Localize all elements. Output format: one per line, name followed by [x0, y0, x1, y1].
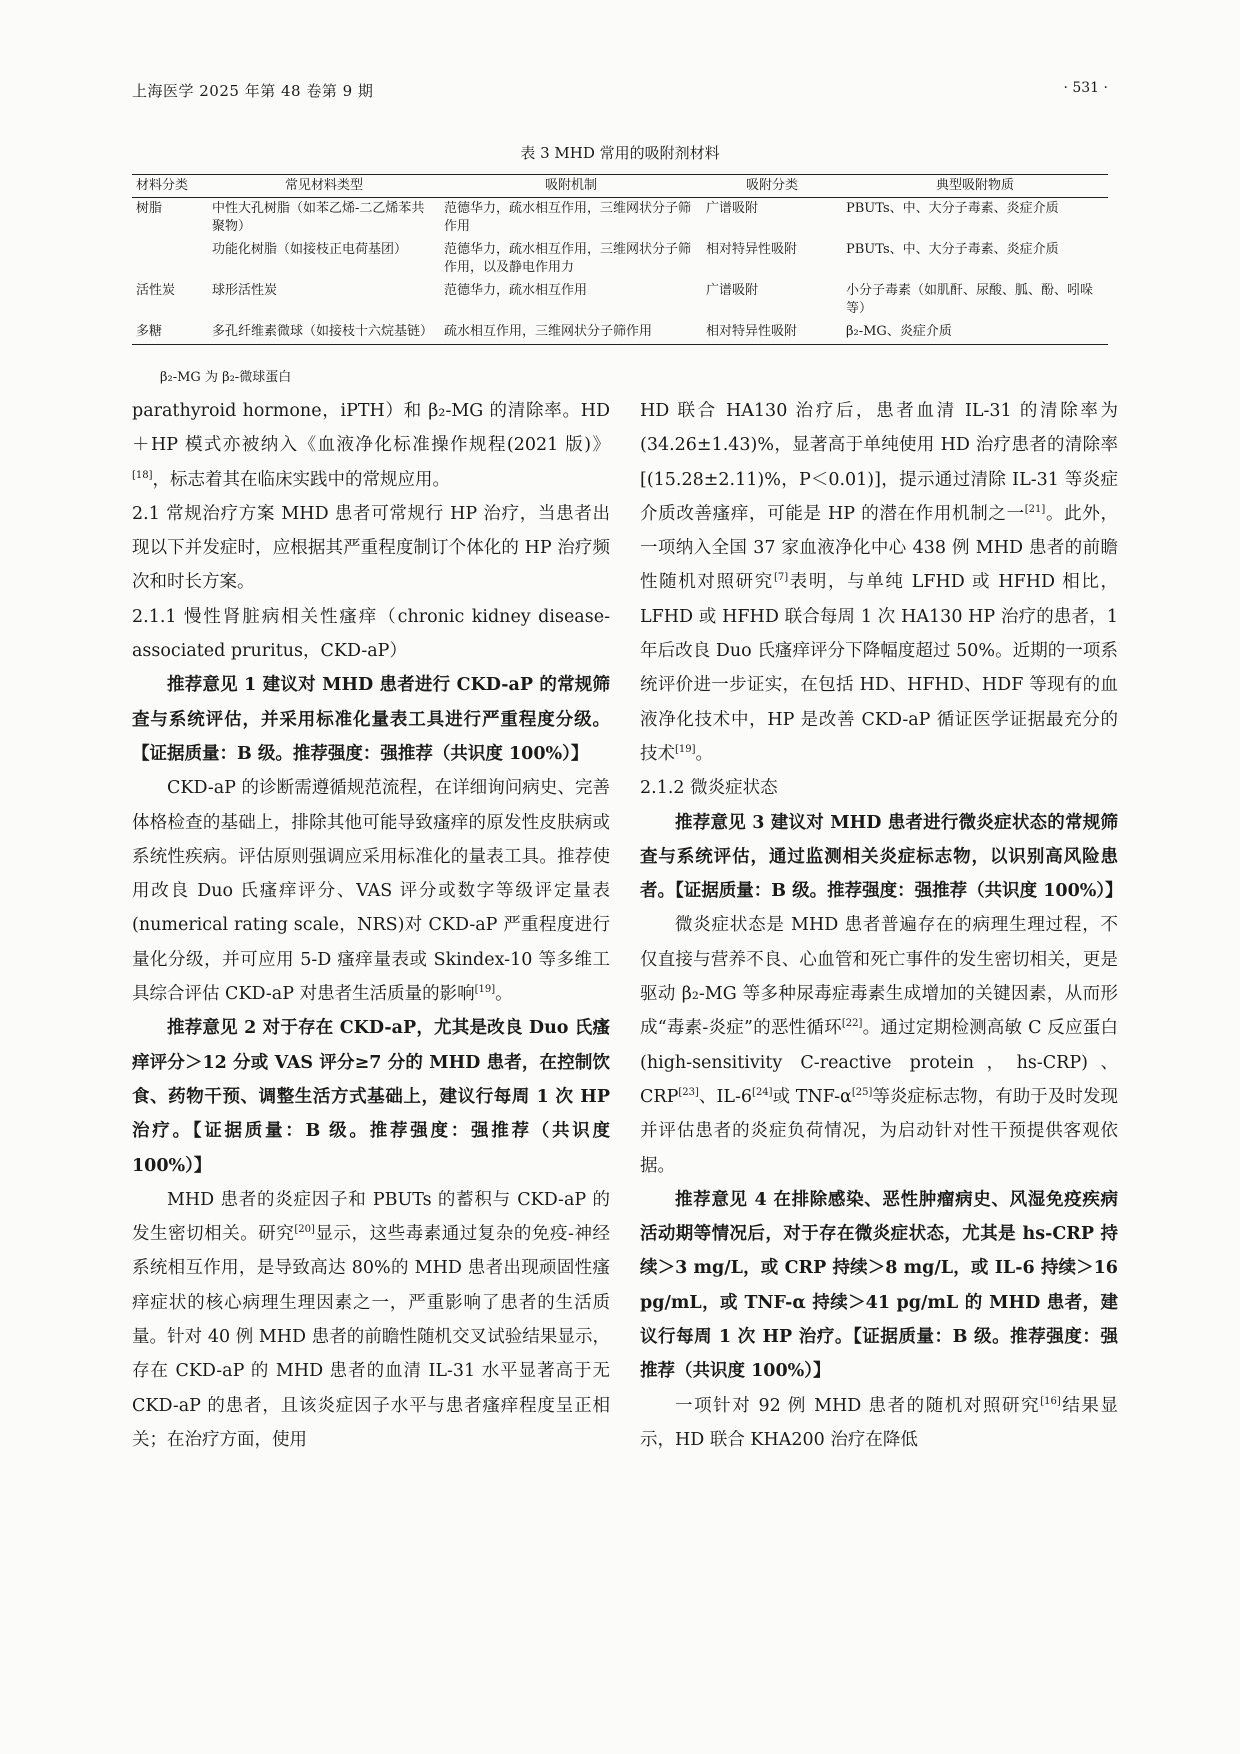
table-row — [132, 198, 1108, 240]
text-span: 表明，与单纯 LFHD 或 HFHD 相比，LFHD 或 HFHD 联合每周 1 次 HA130 HP 治疗的患者，1 年后改良 Duo 氏瘙痒评分下降幅度超过 50%。近期的一项系统评价进一步证实，在包括 HD、HFHD、HDF 等现有的血液净化技术中，HP 是改善 CKD-aP 循证医学证据最充分的技术 — [640, 572, 1118, 764]
section-heading-2-1-2: 2.1.2 微炎症状态 — [640, 778, 778, 799]
citation: [19] — [474, 984, 496, 996]
citation: [21] — [1024, 504, 1046, 516]
text-span: CKD-aP 的诊断需遵循规范流程，在详细询问病史、完善体格检查的基础上，排除其他可能导致瘙痒的原发性皮肤病或系统性疾病。评估原则强调应采用标准化的量表工具。推荐使用改良 Duo 氏瘙痒评分、VAS 评分或数字等级评定量表(numerical rating scale，NRS)对 CKD-aP 严重程度进行量化分级，并可应用 5-D 瘙痒量表或 Skindex-10 等多维工具综合评估 CKD-aP 对患者生活质量的影响 — [132, 778, 610, 1005]
paragraph — [132, 771, 610, 1011]
table-cell: 范德华力，疏水相互作用，三维网状分子筛作用，以及静电作用力 — [444, 242, 692, 275]
table-cell: 功能化树脂（如接枝正电荷基团） — [212, 242, 408, 257]
table-cell: 疏水相互作用，三维网状分子筛作用 — [444, 324, 653, 339]
page-number: · 531 · — [1063, 80, 1108, 96]
table-cell: PBUTs、中、大分子毒素、炎症介质 — [846, 201, 1059, 216]
table-header: 常见材料类型 — [284, 178, 363, 193]
table-cell: 中性大孔树脂（如苯乙烯-二乙烯苯共聚物） — [212, 201, 425, 234]
citation: [23] — [678, 1087, 699, 1099]
journal-title: 上海医学 2025 年第 48 卷第 9 期 — [132, 82, 374, 100]
table-cell: 球形活性炭 — [212, 283, 278, 298]
table-cell: PBUTs、中、大分子毒素、炎症介质 — [846, 242, 1059, 257]
table-cell: 广谱吸附 — [706, 283, 759, 298]
citation: [19] — [675, 744, 696, 756]
table-header: 典型吸附物质 — [935, 178, 1014, 193]
table-caption: 表 3 MHD 常用的吸附剂材料 — [520, 144, 720, 162]
table-row — [132, 280, 1108, 321]
table-cell: 活性炭 — [136, 283, 176, 298]
table-cell: 多孔纤维素微球（如接枝十六烷基链） — [212, 324, 434, 339]
table-cell: β₂-MG、炎症介质 — [846, 324, 952, 339]
table-cell — [132, 239, 208, 280]
section-heading-2-1: 2.1 常规治疗方案 MHD 患者可常规行 HP 治疗，当患者出现以下并发症时，应根据其严重程度制订个体化的 HP 治疗频次和时长方案。 — [132, 503, 610, 593]
left-column — [132, 394, 610, 1457]
recommendation-3: 推荐意见 3 建议对 MHD 患者进行微炎症状态的常规筛查与系统评估，通过监测相关炎症标志物，以识别高风险患者。【证据质量：B 级。推荐强度：强推荐（共识度 100%）】 — [640, 812, 1123, 902]
table-cell: 小分子毒素（如肌酐、尿酸、胍、酚、吲哚等） — [846, 283, 1094, 316]
text-span: parathyroid hormone，iPTH）和 β₂-MG 的清除率。HD＋HP 模式亦被纳入《血液净化标准操作规程(2021 版)》 — [132, 401, 610, 456]
text-span: 等炎症标志物，有助于及时发现并评估患者的炎症负荷情况，为启动针对性干预提供客观依据。 — [640, 1086, 1118, 1176]
text-span: 。通过定期检测高敏 C 反应蛋白(high-sensitivity C-reactive protein，hs-CRP)、CRP — [640, 1018, 1118, 1107]
recommendation-2: 推荐意见 2 对于存在 CKD-aP，尤其是改良 Duo 氏瘙痒评分＞12 分或 VAS 评分≥7 分的 MHD 患者，在控制饮食、药物干预、调整生活方式基础上，建议行每周 1 次 HP 治疗。【证据质量：B 级。推荐强度：强推荐（共识度 100%）】 — [132, 1018, 610, 1176]
paragraph — [640, 394, 1118, 771]
paragraph — [640, 1389, 1118, 1458]
table-header: 吸附分类 — [745, 178, 798, 193]
table-header: 吸附机制 — [544, 178, 597, 193]
table-header-row — [132, 175, 1108, 198]
paragraph — [640, 908, 1118, 1182]
citation: [24] — [752, 1087, 773, 1099]
citation: [25] — [851, 1087, 873, 1099]
table-row — [132, 321, 1108, 345]
table-cell: 相对特异性吸附 — [706, 324, 798, 339]
citation: [20] — [294, 1224, 315, 1236]
citation: [22] — [841, 1018, 863, 1030]
table-footnote: β₂-MG 为 β₂-微球蛋白 — [160, 370, 292, 385]
table-cell: 树脂 — [136, 201, 163, 216]
recommendation-1: 推荐意见 1 建议对 MHD 患者进行 CKD-aP 的常规筛查与系统评估，并采用标准化量表工具进行严重程度分级。【证据质量：B 级。推荐强度：强推荐（共识度 100%）】 — [132, 675, 610, 764]
text-span: 一项针对 92 例 MHD 患者的随机对照研究 — [675, 1395, 1041, 1416]
table-cell: 广谱吸附 — [706, 201, 759, 216]
paragraph — [132, 394, 610, 497]
paragraph — [132, 1183, 610, 1457]
page-header — [132, 80, 1108, 104]
table-cell: 范德华力，疏水相互作用，三维网状分子筛作用 — [444, 201, 692, 234]
citation: [18] — [132, 469, 153, 481]
table-header: 材料分类 — [136, 178, 189, 193]
table-cell: 范德华力，疏水相互作用 — [444, 283, 588, 298]
text-span: 结果显示，HD 联合 KHA200 治疗在降低 — [640, 1395, 1118, 1450]
adsorbent-table — [132, 174, 1108, 345]
citation: [7] — [773, 572, 789, 584]
citation: [16] — [1040, 1395, 1061, 1407]
table-row — [132, 239, 1108, 280]
text-span: 显示，这些毒素通过复杂的免疫-神经系统相互作用，是导致高达 80%的 MHD 患者出现顽固性瘙痒症状的核心病理生理因素之一，严重影响了患者的生活质量。针对 40 例 MHD 患者的前瞻性随机交叉试验结果显示，存在 CKD-aP 的 MHD 患者的血清 IL-31 水平显著高于无 CKD-aP 的患者，且该炎症因子水平与患者瘙痒程度呈正相关；在治疗方面，使用 — [132, 1224, 611, 1450]
text-span: 。 — [695, 743, 714, 764]
text-span: ，标志着其在临床实践中的常规应用。 — [152, 469, 451, 490]
text-span: MHD 患者的炎症因子和 PBUTs 的蓄积与 CKD-aP 的发生密切相关。研究 — [132, 1189, 610, 1245]
table-cell: 多糖 — [136, 324, 163, 339]
text-span: HD 联合 HA130 治疗后，患者血清 IL-31 的清除率为(34.26±1.43)%，显著高于单纯使用 HD 治疗患者的清除率[(15.28±2.11)%，P＜0.01)]，提示通过清除 IL-31 等炎症介质改善瘙痒，可能是 HP 的潜在作用机制之一 — [640, 401, 1118, 524]
recommendation-4: 推荐意见 4 在排除感染、恶性肿瘤病史、风湿免疫疾病活动期等情况后，对于存在微炎症状态，尤其是 hs-CRP 持续＞3 mg/L，或 CRP 持续＞8 mg/L，或 IL-6 持续＞16 pg/mL，或 TNF-α 持续＞41 pg/mL 的 MHD 患者，建议行每周 1 次 HP 治疗。【证据质量：B 级。推荐强度：强推荐（共识度 100%）】 — [640, 1189, 1118, 1382]
text-span: 微炎症状态是 MHD 患者普遍存在的病理生理过程，不仅直接与营养不良、心血管和死亡事件的发生密切相关，更是驱动 β₂-MG 等多种尿毒症毒素生成增加的关键因素，从而形成“毒素-炎症”的恶性循环 — [640, 915, 1118, 1039]
text-span: 。 — [495, 984, 513, 1005]
section-heading-2-1-1: 2.1.1 慢性肾脏病相关性瘙痒（chronic kidney disease-associated pruritus，CKD-aP） — [132, 606, 610, 662]
text-span: 、IL-6 — [698, 1086, 753, 1107]
right-column — [640, 394, 1123, 1457]
table-cell: 相对特异性吸附 — [706, 242, 798, 257]
text-span: 或 TNF-α — [772, 1086, 852, 1107]
text-span: 。此外，一项纳入全国 37 家血液净化中心 438 例 MHD 患者的前瞻性随机对照研究 — [640, 503, 1118, 593]
